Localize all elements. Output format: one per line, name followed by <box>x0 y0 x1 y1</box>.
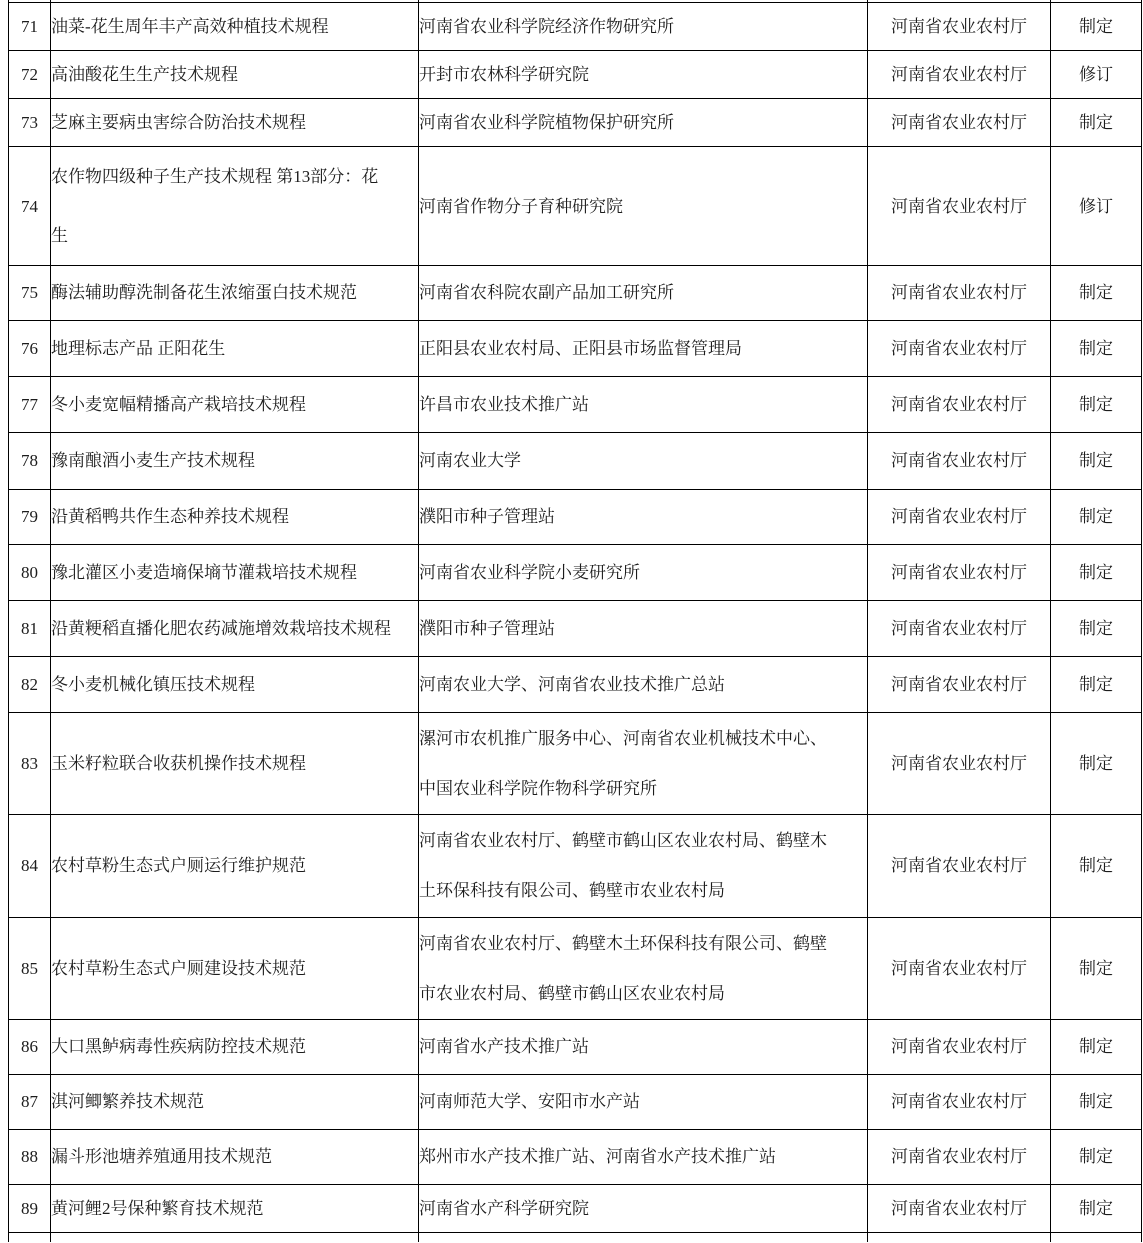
standard-name-cell: 油菜-花生周年丰产高效种植技术规程 <box>51 3 419 51</box>
table-row <box>9 3 1142 51</box>
standard-name-cell: 豫北灌区小麦造墒保墒节灌栽培技术规程 <box>51 545 419 601</box>
table-row <box>9 545 1142 601</box>
standard-name-cell: 芝麻主要病虫害综合防治技术规程 <box>51 99 419 147</box>
proposing-dept-cell: 河南省农业农村厅 <box>868 713 1051 815</box>
drafting-org-cell: 河南省农业科学院小麦研究所 <box>419 545 868 601</box>
proposing-dept-cell: 河南省农业农村厅 <box>868 815 1051 918</box>
proposing-dept-cell: 河南省农业农村厅 <box>868 99 1051 147</box>
table-row <box>9 1185 1142 1233</box>
row-number-cell: 74 <box>9 147 51 266</box>
proposing-dept-cell: 河南省农业农村厅 <box>868 657 1051 713</box>
standard-name-cell: 玉米籽粒联合收获机操作技术规程 <box>51 713 419 815</box>
drafting-org-cell: 河南省作物分子育种研究院 <box>419 147 868 266</box>
proposing-dept-cell: 河南省农业农村厅 <box>868 1075 1051 1130</box>
table-row <box>9 147 1142 266</box>
formulate-or-revise-cell: 修订 <box>1051 51 1142 99</box>
proposing-dept-cell: 河南省农业农村厅 <box>868 918 1051 1020</box>
table-row <box>9 99 1142 147</box>
formulate-or-revise-cell: 制定 <box>1051 815 1142 918</box>
row-number-cell: 88 <box>9 1130 51 1185</box>
row-number-cell: 83 <box>9 713 51 815</box>
proposing-dept-cell: 河南省农业农村厅 <box>868 3 1051 51</box>
proposing-dept-cell: 河南省农业农村厅 <box>868 1020 1051 1075</box>
drafting-org-cell: 河南省水产科学研究院 <box>419 1185 868 1233</box>
formulate-or-revise-cell: 制定 <box>1051 545 1142 601</box>
row-number-cell: 82 <box>9 657 51 713</box>
proposing-dept-cell <box>868 1233 1051 1243</box>
drafting-org-cell: 河南省农业科学院植物保护研究所 <box>419 99 868 147</box>
standard-name-cell: 沿黄粳稻直播化肥农药减施增效栽培技术规程 <box>51 601 419 657</box>
table-row <box>9 51 1142 99</box>
standard-name-cell: 地理标志产品 正阳花生 <box>51 321 419 377</box>
formulate-or-revise-cell: 修订 <box>1051 147 1142 266</box>
drafting-org-cell: 开封市农林科学研究院 <box>419 51 868 99</box>
formulate-or-revise-cell: 制定 <box>1051 601 1142 657</box>
row-number-cell: 72 <box>9 51 51 99</box>
proposing-dept-cell: 河南省农业农村厅 <box>868 545 1051 601</box>
table-row <box>9 433 1142 490</box>
table-row <box>9 601 1142 657</box>
row-number-cell <box>9 1233 51 1243</box>
drafting-org-cell: 河南师范大学、安阳市水产站 <box>419 1075 868 1130</box>
proposing-dept-cell: 河南省农业农村厅 <box>868 433 1051 490</box>
row-number-cell: 77 <box>9 377 51 433</box>
drafting-org-cell: 河南农业大学、河南省农业技术推广总站 <box>419 657 868 713</box>
row-number-cell: 73 <box>9 99 51 147</box>
proposing-dept-cell: 河南省农业农村厅 <box>868 377 1051 433</box>
row-number-cell: 78 <box>9 433 51 490</box>
row-number-cell: 85 <box>9 918 51 1020</box>
standard-name-cell: 高油酸花生生产技术规程 <box>51 51 419 99</box>
drafting-org-cell: 正阳县农业农村局、正阳县市场监督管理局 <box>419 321 868 377</box>
drafting-org-cell <box>419 1233 868 1243</box>
formulate-or-revise-cell: 制定 <box>1051 657 1142 713</box>
standard-name-cell: 冬小麦机械化镇压技术规程 <box>51 657 419 713</box>
standard-name-cell: 冬小麦宽幅精播高产栽培技术规程 <box>51 377 419 433</box>
proposing-dept-cell: 河南省农业农村厅 <box>868 51 1051 99</box>
standard-name-cell <box>51 1233 419 1243</box>
drafting-org-cell: 濮阳市种子管理站 <box>419 490 868 545</box>
formulate-or-revise-cell: 制定 <box>1051 918 1142 1020</box>
row-number-cell: 87 <box>9 1075 51 1130</box>
drafting-org-cell: 濮阳市种子管理站 <box>419 601 868 657</box>
standard-name-cell: 沿黄稻鸭共作生态种养技术规程 <box>51 490 419 545</box>
partial-row-bottom <box>9 1233 1142 1243</box>
standard-name-cell: 酶法辅助醇洗制备花生浓缩蛋白技术规范 <box>51 266 419 321</box>
standard-name-cell: 农村草粉生态式户厕运行维护规范 <box>51 815 419 918</box>
drafting-org-cell: 河南省农业农村厅、鹤壁木土环保科技有限公司、鹤壁 市农业农村局、鹤壁市鹤山区农业农村局 <box>419 918 868 1020</box>
drafting-org-cell: 河南省水产技术推广站 <box>419 1020 868 1075</box>
row-number-cell: 81 <box>9 601 51 657</box>
row-number-cell: 80 <box>9 545 51 601</box>
standard-name-cell: 豫南酿酒小麦生产技术规程 <box>51 433 419 490</box>
drafting-org-cell: 河南省农科院农副产品加工研究所 <box>419 266 868 321</box>
formulate-or-revise-cell: 制定 <box>1051 490 1142 545</box>
formulate-or-revise-cell: 制定 <box>1051 3 1142 51</box>
table-row <box>9 1130 1142 1185</box>
formulate-or-revise-cell: 制定 <box>1051 99 1142 147</box>
proposing-dept-cell: 河南省农业农村厅 <box>868 321 1051 377</box>
proposing-dept-cell: 河南省农业农村厅 <box>868 601 1051 657</box>
proposing-dept-cell: 河南省农业农村厅 <box>868 1130 1051 1185</box>
table-row <box>9 657 1142 713</box>
drafting-org-cell: 许昌市农业技术推广站 <box>419 377 868 433</box>
table-row <box>9 1020 1142 1075</box>
table-row <box>9 377 1142 433</box>
standard-name-cell: 黄河鲤2号保种繁育技术规范 <box>51 1185 419 1233</box>
formulate-or-revise-cell: 制定 <box>1051 1130 1142 1185</box>
table-row <box>9 713 1142 815</box>
table-row <box>9 266 1142 321</box>
formulate-or-revise-cell: 制定 <box>1051 433 1142 490</box>
table-row <box>9 321 1142 377</box>
standard-name-cell: 农村草粉生态式户厕建设技术规范 <box>51 918 419 1020</box>
drafting-org-cell: 河南省农业农村厅、鹤壁市鹤山区农业农村局、鹤壁木 土环保科技有限公司、鹤壁市农业农村局 <box>419 815 868 918</box>
row-number-cell: 75 <box>9 266 51 321</box>
drafting-org-cell: 漯河市农机推广服务中心、河南省农业机械技术中心、 中国农业科学院作物科学研究所 <box>419 713 868 815</box>
table-row <box>9 490 1142 545</box>
formulate-or-revise-cell: 制定 <box>1051 377 1142 433</box>
formulate-or-revise-cell: 制定 <box>1051 1075 1142 1130</box>
table-row <box>9 1075 1142 1130</box>
standards-table <box>8 0 1142 1242</box>
standard-name-cell: 大口黑鲈病毒性疾病防控技术规范 <box>51 1020 419 1075</box>
standard-name-cell: 农作物四级种子生产技术规程 第13部分：花 生 <box>51 147 419 266</box>
formulate-or-revise-cell: 制定 <box>1051 266 1142 321</box>
drafting-org-cell: 河南农业大学 <box>419 433 868 490</box>
row-number-cell: 76 <box>9 321 51 377</box>
row-number-cell: 79 <box>9 490 51 545</box>
proposing-dept-cell: 河南省农业农村厅 <box>868 490 1051 545</box>
table-row <box>9 815 1142 918</box>
formulate-or-revise-cell: 制定 <box>1051 321 1142 377</box>
formulate-or-revise-cell: 制定 <box>1051 1185 1142 1233</box>
proposing-dept-cell: 河南省农业农村厅 <box>868 266 1051 321</box>
row-number-cell: 89 <box>9 1185 51 1233</box>
drafting-org-cell: 河南省农业科学院经济作物研究所 <box>419 3 868 51</box>
drafting-org-cell: 郑州市水产技术推广站、河南省水产技术推广站 <box>419 1130 868 1185</box>
row-number-cell: 84 <box>9 815 51 918</box>
proposing-dept-cell: 河南省农业农村厅 <box>868 1185 1051 1233</box>
row-number-cell: 71 <box>9 3 51 51</box>
proposing-dept-cell: 河南省农业农村厅 <box>868 147 1051 266</box>
table-row <box>9 918 1142 1020</box>
row-number-cell: 86 <box>9 1020 51 1075</box>
formulate-or-revise-cell <box>1051 1233 1142 1243</box>
formulate-or-revise-cell: 制定 <box>1051 713 1142 815</box>
standard-name-cell: 淇河鲫繁养技术规范 <box>51 1075 419 1130</box>
standard-name-cell: 漏斗形池塘养殖通用技术规范 <box>51 1130 419 1185</box>
formulate-or-revise-cell: 制定 <box>1051 1020 1142 1075</box>
